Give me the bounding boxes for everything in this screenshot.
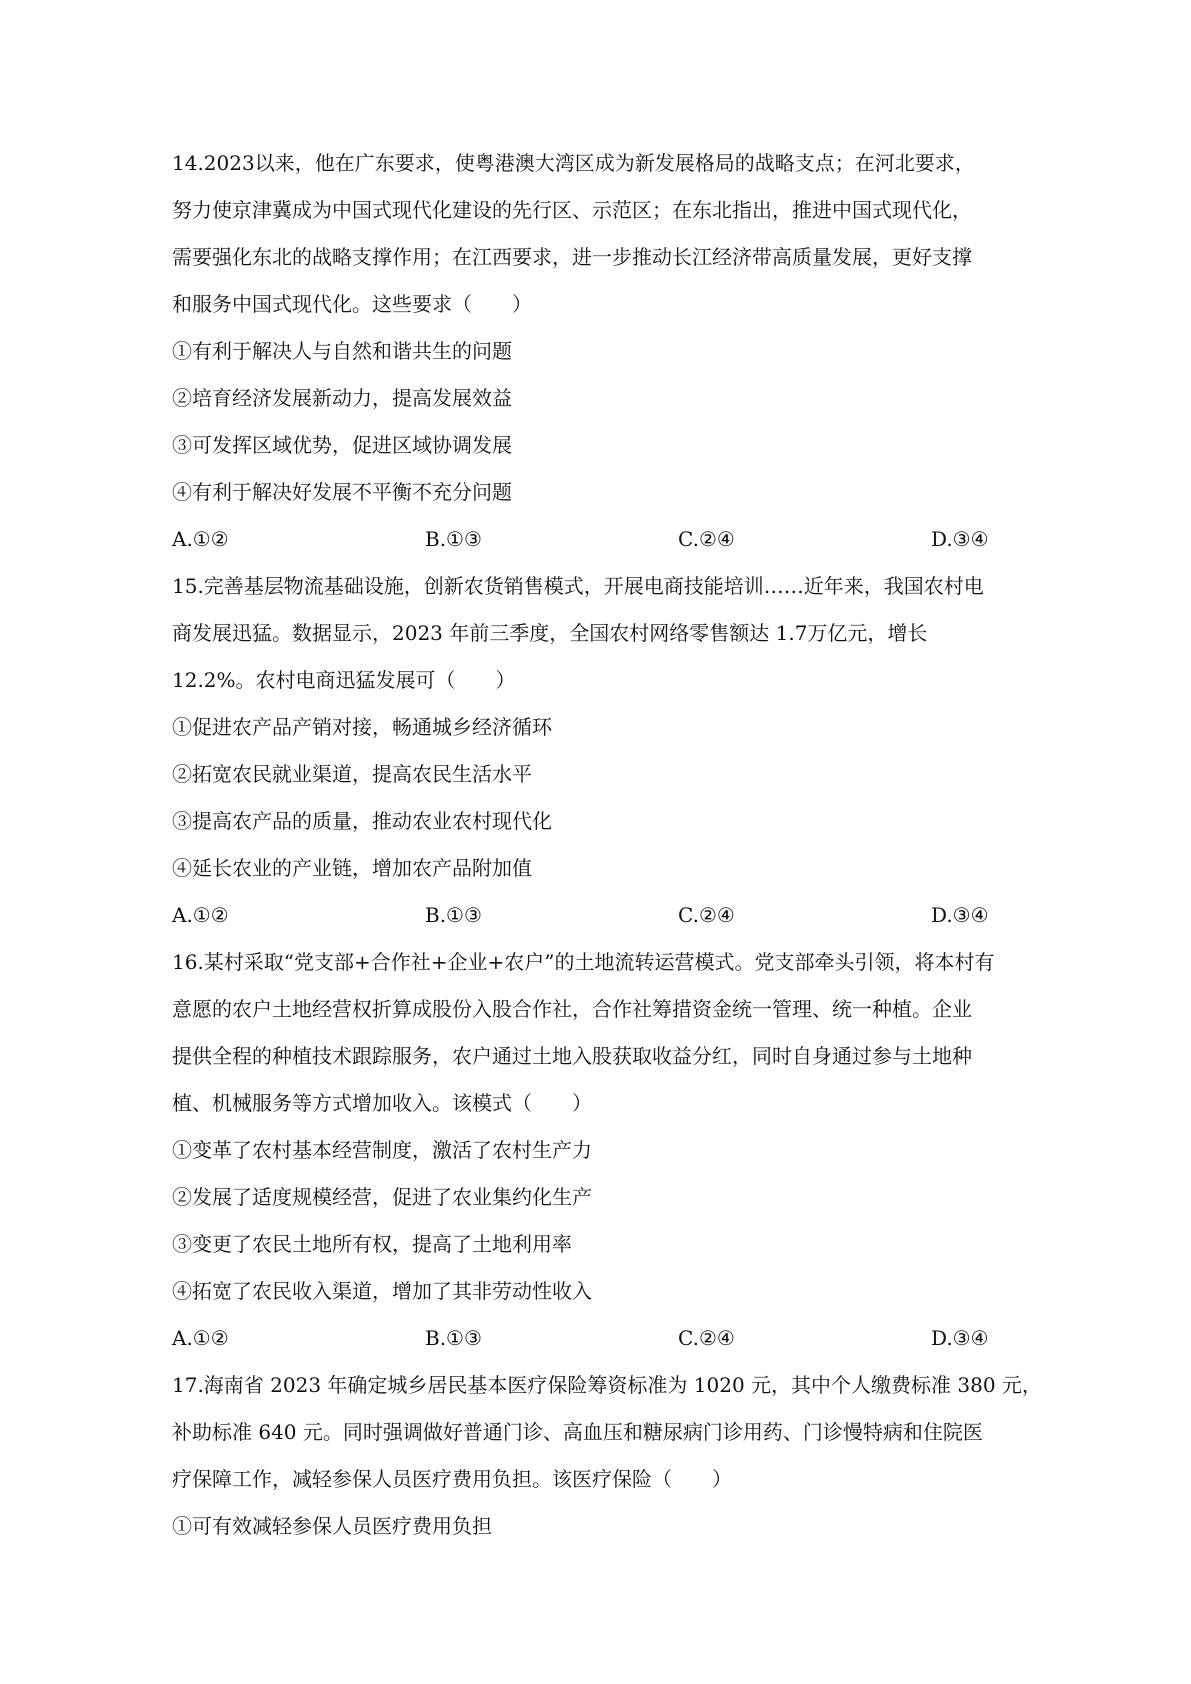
question-stem-line: 商发展迅猛。数据显示，2023 年前三季度，全国农村网络零售额达 1.7万亿元，增长: [172, 621, 928, 645]
question-stem-line: 15.完善基层物流基础设施，创新农货销售模式，开展电商技能培训……近年来，我国农村电: [172, 574, 984, 598]
statement-item: ③可发挥区域优势，促进区域协调发展: [172, 433, 512, 457]
statement-item: ②培育经济发展新动力，提高发展效益: [172, 386, 512, 410]
question-stem-line: 16.某村采取“党支部+合作社+企业+农户”的土地流转运营模式。党支部牵头引领，将本村有: [172, 950, 995, 974]
question-stem-line: 意愿的农户土地经营权折算成股份入股合作社，合作社筹措资金统一管理、统一种植。企业: [172, 997, 972, 1021]
answer-options: [172, 892, 1032, 939]
option-d: D.③④: [931, 1326, 989, 1350]
statement-item: ②发展了适度规模经营，促进了农业集约化生产: [172, 1185, 592, 1209]
question-stem-line: 和服务中国式现代化。这些要求（ ）: [172, 292, 532, 316]
statement-item: ①变革了农村基本经营制度，激活了农村生产力: [172, 1138, 592, 1162]
question-stem-line: 植、机械服务等方式增加收入。该模式（ ）: [172, 1091, 592, 1115]
question-stem-line: 努力使京津冀成为中国式现代化建设的先行区、示范区；在东北指出，推进中国式现代化，: [172, 198, 972, 222]
option-a: A.①②: [172, 527, 229, 551]
option-d: D.③④: [931, 903, 989, 927]
question-stem-line: 提供全程的种植技术跟踪服务，农户通过土地入股获取收益分红，同时自身通过参与土地种: [172, 1044, 972, 1068]
statement-item: ①可有效减轻参保人员医疗费用负担: [172, 1514, 492, 1538]
option-c: C.②④: [678, 527, 735, 551]
statement-item: ①有利于解决人与自然和谐共生的问题: [172, 339, 512, 363]
statement-item: ①促进农产品产销对接，畅通城乡经济循环: [172, 715, 552, 739]
document-page: [172, 140, 1042, 1550]
statement-item: ②拓宽农民就业渠道，提高农民生活水平: [172, 762, 532, 786]
option-c: C.②④: [678, 1326, 735, 1350]
option-b: B.①③: [425, 1326, 482, 1350]
statement-item: ③变更了农民土地所有权，提高了土地利用率: [172, 1232, 572, 1256]
statement-item: ④有利于解决好发展不平衡不充分问题: [172, 480, 512, 504]
question-stem-line: 疗保障工作，减轻参保人员医疗费用负担。该医疗保险（ ）: [172, 1467, 732, 1491]
question-stem-line: 补助标准 640 元。同时强调做好普通门诊、高血压和糖尿病门诊用药、门诊慢特病和住院医: [172, 1420, 983, 1444]
question-14: [172, 140, 1032, 563]
answer-options: [172, 516, 1032, 563]
option-a: A.①②: [172, 903, 229, 927]
statement-item: ③提高农产品的质量，推动农业农村现代化: [172, 809, 552, 833]
question-17: [172, 1362, 1042, 1550]
question-stem-line: 12.2%。农村电商迅猛发展可（ ）: [172, 668, 516, 692]
option-c: C.②④: [678, 903, 735, 927]
question-stem-line: 需要强化东北的战略支撑作用；在江西要求，进一步推动长江经济带高质量发展，更好支撑: [172, 245, 972, 269]
option-b: B.①③: [425, 903, 482, 927]
answer-options: [172, 1315, 1032, 1362]
question-16: [172, 939, 1032, 1362]
statement-item: ④延长农业的产业链，增加农产品附加值: [172, 856, 532, 880]
question-stem-line: 14.2023以来，他在广东要求，使粤港澳大湾区成为新发展格局的战略支点；在河北要求，: [172, 151, 975, 175]
option-b: B.①③: [425, 527, 482, 551]
question-stem-line: 17.海南省 2023 年确定城乡居民基本医疗保险筹资标准为 1020 元，其中个人缴费标准 380 元，: [172, 1373, 1042, 1397]
option-d: D.③④: [931, 527, 989, 551]
statement-item: ④拓宽了农民收入渠道，增加了其非劳动性收入: [172, 1279, 592, 1303]
question-15: [172, 563, 1032, 939]
option-a: A.①②: [172, 1326, 229, 1350]
